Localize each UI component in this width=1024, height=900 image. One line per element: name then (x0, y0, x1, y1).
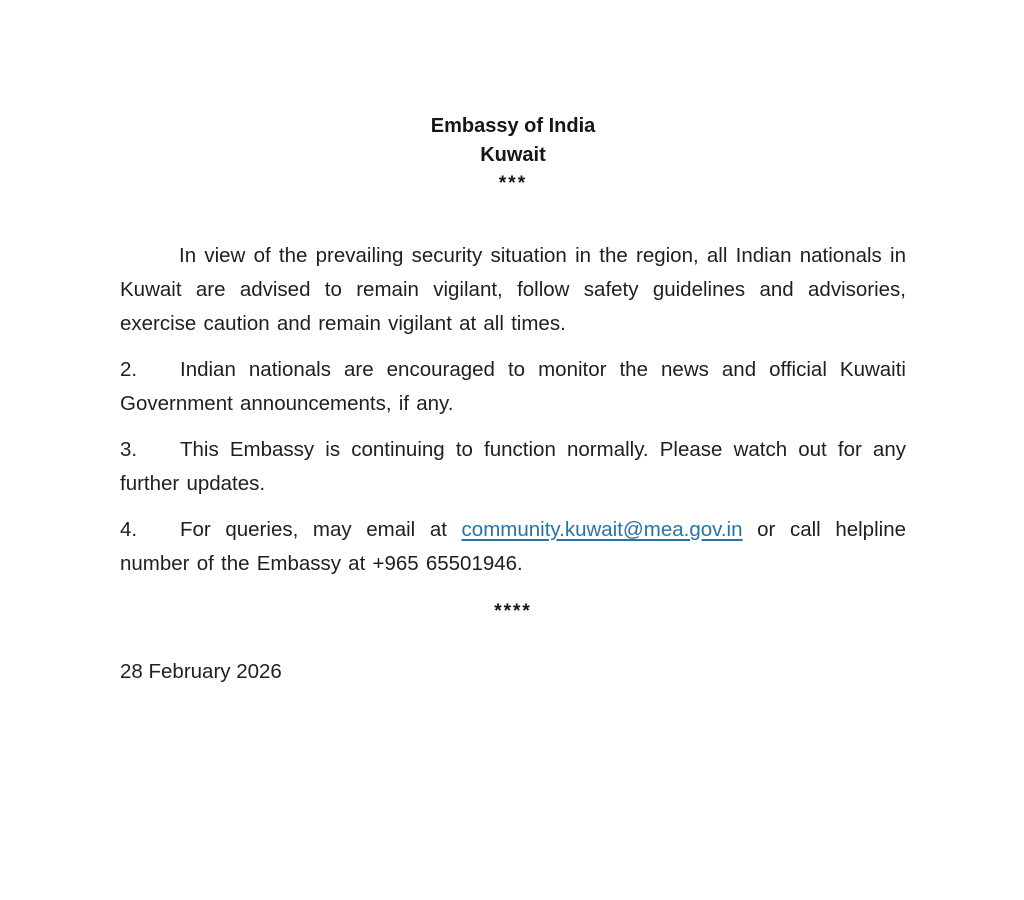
document-body (120, 239, 906, 689)
document-title: Embassy of India (430, 115, 596, 137)
document-header (120, 112, 906, 196)
document-date: 28 February 2026 (120, 660, 282, 683)
paragraph-3 (120, 433, 906, 501)
paragraph-3-number: 3. (120, 438, 138, 461)
email-link[interactable]: community.kuwait@mea.gov.in (461, 518, 743, 541)
paragraph-3-text: This Embassy is continuing to function normally. Please watch out for any further updates. (120, 438, 906, 495)
document-subtitle: Kuwait (480, 144, 546, 166)
footer-separator: **** (494, 601, 532, 622)
document-content (120, 112, 906, 689)
paragraph-intro-text: In view of the prevailing security situation in the region, all Indian nationals in Kuwait are advised to remain vigilant, follow safety guidelines and advisories, exercise caution and remain vigilant at all times. (120, 244, 906, 335)
paragraph-4-text-after-link: or call helpline number of the Embassy at +965 65501946. (120, 518, 906, 575)
paragraph-4 (120, 513, 906, 581)
paragraph-2 (120, 353, 906, 421)
paragraph-4-number: 4. (120, 518, 138, 541)
paragraph-intro (120, 239, 906, 341)
paragraph-2-number: 2. (120, 358, 138, 381)
paragraph-2-text: Indian nationals are encouraged to monitor the news and official Kuwaiti Government announcements, if any. (120, 358, 906, 415)
header-separator: *** (498, 173, 528, 194)
paragraph-4-text-before-link: For queries, may email at (180, 518, 462, 541)
